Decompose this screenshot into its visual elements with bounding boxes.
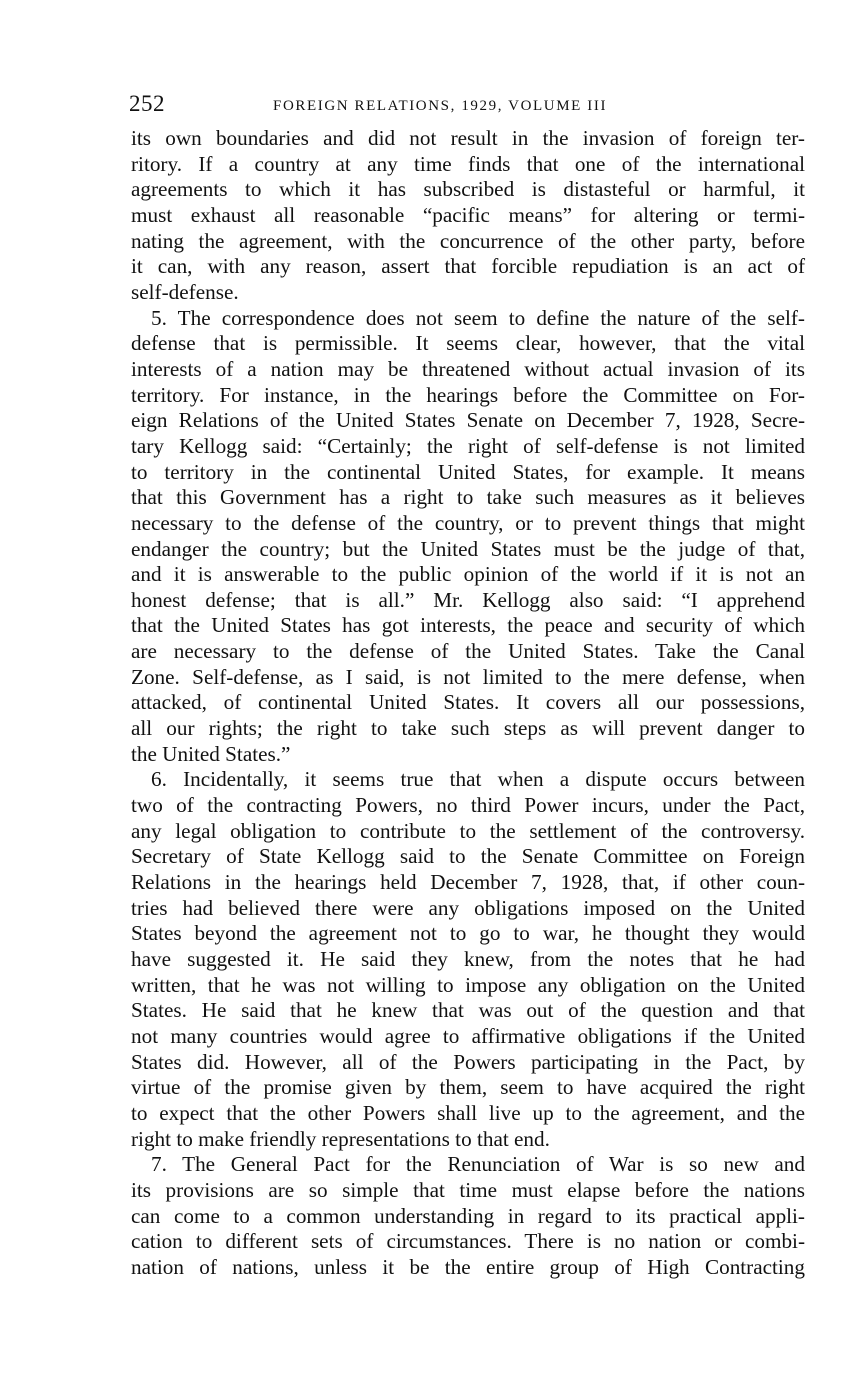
text-line: and it is answerable to the public opinion of the world if it is not an: [131, 562, 805, 587]
text-line: Secretary of State Kellogg said to the Senate Committee on Foreign: [131, 844, 805, 869]
text-line: eign Relations of the United States Senate on December 7, 1928, Secre-: [131, 408, 805, 433]
text-line: defense that is permissible. It seems clear, however, that the vital: [131, 331, 805, 356]
text-line: its provisions are so simple that time must elapse before the nations: [131, 1177, 805, 1202]
text-line: have suggested it. He said they knew, from the notes that he had: [131, 947, 805, 971]
text-line: States did. However, all of the Powers participating in the Pact, by: [131, 1049, 805, 1074]
text-line: necessary to the defense of the country, or to prevent things that might: [131, 510, 805, 535]
text-line: 6. Incidentally, it seems true that when a dispute occurs between: [151, 767, 805, 792]
paragraph-5: [131, 306, 805, 768]
text-line: must exhaust all reasonable “pacific means” for altering or termi-: [131, 202, 805, 227]
text-line: can come to a common understanding in regard to its practical appli-: [131, 1203, 805, 1228]
text-line: 5. The correspondence does not seem to define the nature of the self-: [151, 305, 805, 330]
running-title: FOREIGN RELATIONS, 1929, VOLUME III: [273, 98, 608, 114]
paragraph-6: [131, 767, 805, 1152]
text-line: that the United States has got interests, the peace and security of which: [131, 613, 805, 638]
text-line: any legal obligation to contribute to the settlement of the controversy.: [131, 818, 805, 843]
text-line: tary Kellogg said: “Certainly; the right of self-defense is not limited: [131, 433, 805, 458]
text-line: territory. For instance, in the hearings before the Committee on For-: [131, 382, 805, 407]
document-page: [131, 88, 805, 1281]
text-line: self-defense.: [131, 279, 239, 304]
running-head: [131, 88, 805, 120]
text-line: the United States.”: [131, 741, 291, 766]
text-line: virtue of the promise given by them, seem to have acquired the right: [131, 1075, 805, 1100]
text-line: Zone. Self-defense, as I said, is not limited to the mere defense, when: [131, 664, 805, 689]
page-number: 252: [129, 91, 165, 116]
text-line: States beyond the agreement not to go to war, he thought they would: [131, 921, 805, 946]
text-line: to territory in the continental United States, for example. It means: [131, 459, 805, 484]
text-line: its own boundaries and did not result in the invasion of foreign ter-: [131, 126, 805, 150]
text-line: to expect that the other Powers shall live up to the agreement, and the: [131, 1100, 805, 1125]
text-line: it can, with any reason, assert that forcible repudiation is an act of: [131, 254, 805, 279]
text-line: nating the agreement, with the concurrence of the other party, before: [131, 228, 805, 253]
text-line: Relations in the hearings held December 7, 1928, that, if other coun-: [131, 870, 805, 895]
text-line: 7. The General Pact for the Renunciation of War is so new and: [151, 1152, 805, 1177]
text-line: not many countries would agree to affirmative obligations if the United: [131, 1023, 805, 1048]
text-line: States. He said that he knew that was out of the question and that: [131, 998, 805, 1023]
paragraph-continuation: [131, 126, 805, 306]
text-line: ritory. If a country at any time finds that one of the international: [131, 151, 805, 176]
text-line: interests of a nation may be threatened without actual invasion of its: [131, 356, 805, 381]
text-line: two of the contracting Powers, no third Power incurs, under the Pact,: [131, 793, 805, 818]
text-line: tries had believed there were any obligations imposed on the United: [131, 895, 805, 920]
text-line: nation of nations, unless it be the entire group of High Contracting: [131, 1254, 805, 1279]
text-line: cation to different sets of circumstances. There is no nation or combi-: [131, 1229, 805, 1254]
text-line: all our rights; the right to take such steps as will prevent danger to: [131, 716, 805, 741]
text-line: agreements to which it has subscribed is distasteful or harmful, it: [131, 177, 805, 202]
text-line: attacked, of continental United States. It covers all our possessions,: [131, 690, 805, 715]
paragraph-7: [131, 1152, 805, 1280]
text-line: written, that he was not willing to impose any obligation on the United: [131, 972, 805, 997]
text-line: are necessary to the defense of the United States. Take the Canal: [131, 639, 805, 664]
text-line: that this Government has a right to take such measures as it believes: [131, 485, 805, 510]
text-line: endanger the country; but the United States must be the judge of that,: [131, 536, 805, 561]
text-line: right to make friendly representations to that end.: [131, 1126, 550, 1151]
text-line: honest defense; that is all.” Mr. Kellogg also said: “I apprehend: [131, 587, 805, 612]
